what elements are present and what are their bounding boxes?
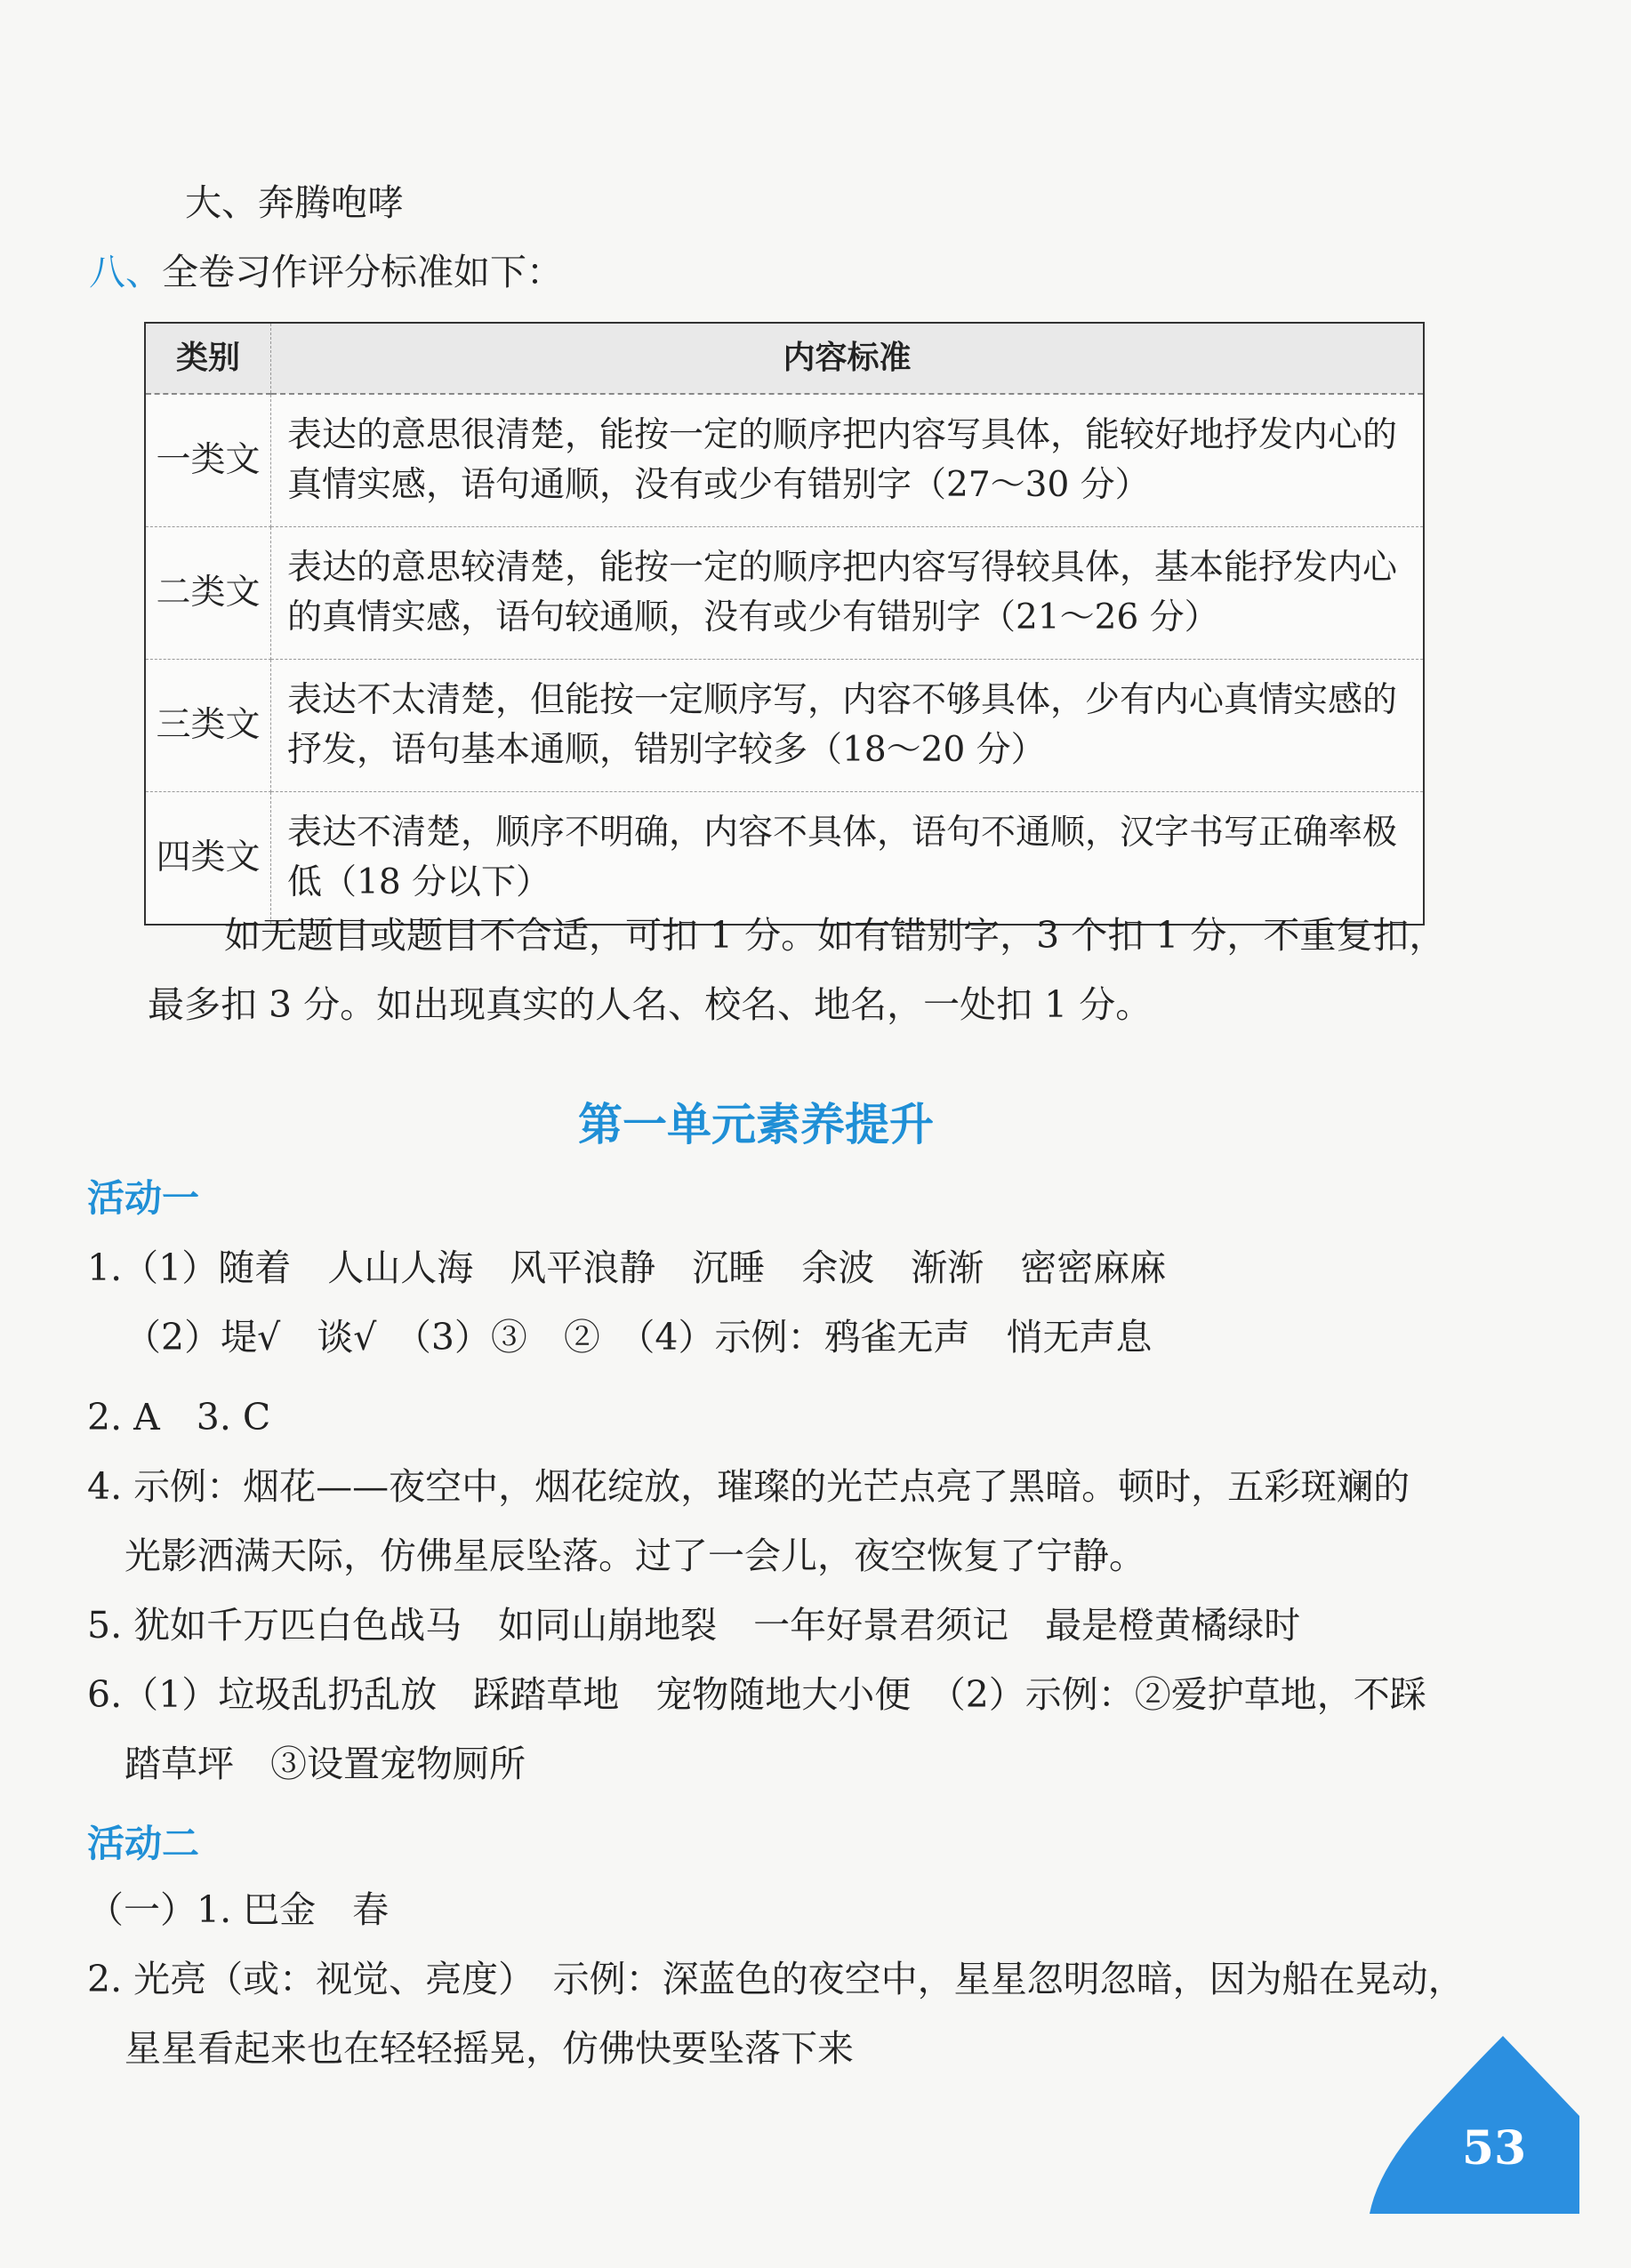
page-number: 53 — [1461, 2121, 1527, 2176]
criteria-cell: 表达不清楚，顺序不明确，内容不具体，语句不通顺，汉字书写正确率极低（18 分以下） — [271, 792, 1425, 926]
category-cell: 三类文 — [145, 660, 271, 792]
category-cell: 一类文 — [145, 394, 271, 527]
table-header-criteria: 内容标准 — [271, 323, 1425, 394]
note-line: 最多扣 3 分。如出现真实的人名、校名、地名，一处扣 1 分。 — [148, 983, 1153, 1026]
answer-line: 大、奔腾咆哮 — [185, 181, 404, 224]
criteria-cell: 表达的意思很清楚，能按一定的顺序把内容写具体，能较好地抒发内心的真情实感，语句通顺，没有或少有错别字（27～30 分） — [271, 394, 1425, 527]
section-title: 全卷习作评分标准如下： — [162, 251, 563, 293]
activity-two-title: 活动二 — [87, 1822, 200, 1865]
answer-line: 1.（1）随着 人山人海 风平浪静 沉睡 余波 渐渐 密密麻麻 — [87, 1246, 1167, 1289]
table-row — [145, 792, 1424, 926]
category-cell: 四类文 — [145, 792, 271, 926]
answer-line: 2. 光亮（或：视觉、亮度） 示例：深蓝色的夜空中，星星忽明忽暗，因为船在晃动， — [87, 1958, 1465, 2000]
category-cell: 二类文 — [145, 527, 271, 660]
table-row — [145, 660, 1424, 792]
answer-line: 踏草坪 ③设置宠物厕所 — [125, 1743, 526, 1785]
section-8-heading — [89, 247, 563, 297]
section-number: 八、 — [89, 251, 162, 293]
activity-one-title: 活动一 — [87, 1176, 200, 1220]
table-header-category: 类别 — [145, 323, 271, 394]
answer-line: （一）1. 巴金 春 — [87, 1888, 390, 1931]
answer-line: 5. 犹如千万匹白色战马 如同山崩地裂 一年好景君须记 最是橙黄橘绿时 — [87, 1604, 1301, 1647]
answer-line: （2）堤√ 谈√ （3）③ ② （4）示例：鸦雀无声 悄无声息 — [125, 1316, 1153, 1358]
table-row — [145, 527, 1424, 660]
answer-line: 星星看起来也在轻轻摇晃，仿佛快要坠落下来 — [125, 2027, 854, 2070]
answer-line: 4. 示例：烟花——夜空中，烟花绽放，璀璨的光芒点亮了黑暗。顿时，五彩斑斓的 — [87, 1465, 1410, 1508]
answer-line: 光影洒满天际，仿佛星辰坠落。过了一会儿，夜空恢复了宁静。 — [125, 1535, 1145, 1577]
unit-title: 第一单元素养提升 — [578, 1099, 934, 1150]
note-line: 如无题目或题目不合适，可扣 1 分。如有错别字，3 个扣 1 分，不重复扣， — [224, 914, 1446, 957]
criteria-cell: 表达不太清楚，但能按一定顺序写，内容不够具体，少有内心真情实感的抒发，语句基本通顺，错别字较多（18～20 分） — [271, 660, 1425, 792]
criteria-cell: 表达的意思较清楚，能按一定的顺序把内容写得较具体，基本能抒发内心的真情实感，语句较通顺，没有或少有错别字（21～26 分） — [271, 527, 1425, 660]
page-number-badge — [1370, 2036, 1583, 2214]
grading-table — [144, 322, 1425, 926]
answer-line: 6.（1）垃圾乱扔乱放 踩踏草地 宠物随地大小便 （2）示例：②爱护草地，不踩 — [87, 1673, 1426, 1716]
table-row — [145, 394, 1424, 527]
answer-line: 2. A 3. C — [87, 1396, 271, 1439]
